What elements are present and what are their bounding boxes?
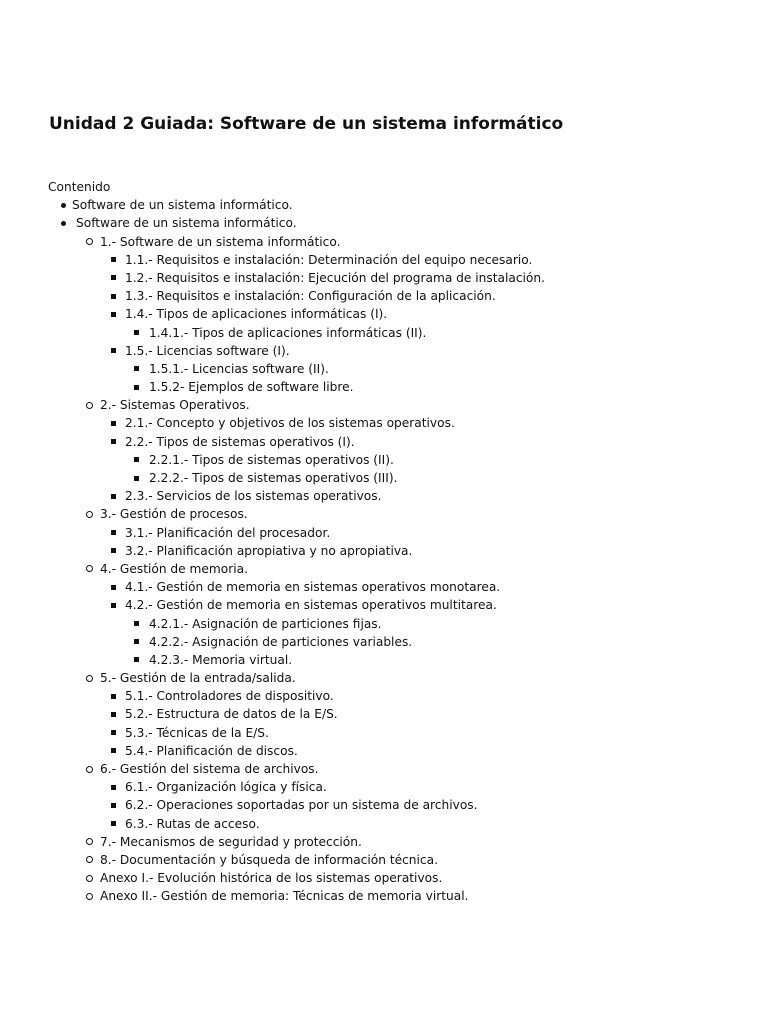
toc-item[interactable] (48, 233, 748, 251)
toc-item[interactable] (48, 578, 748, 596)
toc-item[interactable] (48, 669, 748, 687)
toc-item-label[interactable]: 3.- Gestión de procesos. (100, 507, 248, 522)
toc-item-label[interactable]: 1.3.- Requisitos e instalación: Configuración de la aplicación. (125, 289, 496, 304)
toc-item[interactable] (48, 869, 748, 887)
toc-item-label[interactable]: 2.2.2.- Tipos de sistemas operativos (III). (149, 471, 398, 486)
table-of-contents (48, 178, 748, 906)
toc-item-label[interactable]: 4.- Gestión de memoria. (100, 561, 248, 576)
toc-item[interactable] (48, 378, 748, 396)
toc-item[interactable] (48, 687, 748, 705)
toc-item-label[interactable]: Software de un sistema informático. (76, 216, 297, 231)
toc-item[interactable] (48, 487, 748, 505)
toc-list (48, 196, 748, 905)
toc-item[interactable] (48, 469, 748, 487)
toc-item[interactable] (48, 778, 748, 796)
toc-item-label[interactable]: 1.2.- Requisitos e instalación: Ejecución del programa de instalación. (125, 270, 545, 285)
toc-item[interactable] (48, 760, 748, 778)
toc-item[interactable] (48, 451, 748, 469)
toc-item-label[interactable]: 7.- Mecanismos de seguridad y protección. (100, 834, 362, 849)
toc-item-label[interactable]: Anexo II.- Gestión de memoria: Técnicas de memoria virtual. (100, 889, 469, 904)
toc-item-label[interactable]: 4.2.2.- Asignación de particiones variables. (149, 634, 413, 649)
toc-item[interactable] (48, 815, 748, 833)
toc-item-label[interactable]: 5.3.- Técnicas de la E/S. (125, 725, 269, 740)
toc-item-label[interactable]: 2.1.- Concepto y objetivos de los sistemas operativos. (125, 416, 455, 431)
toc-item-label[interactable]: 3.2.- Planificación apropiativa y no apropiativa. (125, 543, 413, 558)
toc-item-label[interactable]: 1.5.1.- Licencias software (II). (149, 361, 329, 376)
toc-item-label[interactable]: 2.3.- Servicios de los sistemas operativos. (125, 489, 382, 504)
toc-item[interactable] (48, 196, 748, 214)
toc-item-label[interactable]: 1.- Software de un sistema informático. (100, 234, 341, 249)
toc-item[interactable] (48, 724, 748, 742)
toc-item-label[interactable]: 1.4.- Tipos de aplicaciones informáticas (I). (125, 307, 388, 322)
toc-item[interactable] (48, 851, 748, 869)
toc-item[interactable] (48, 651, 748, 669)
toc-item-label[interactable]: 6.3.- Rutas de acceso. (125, 816, 260, 831)
toc-item-label[interactable]: Software de un sistema informático. (72, 198, 293, 213)
toc-item-label[interactable]: 5.1.- Controladores de dispositivo. (125, 689, 334, 704)
toc-item[interactable] (48, 505, 748, 523)
toc-item[interactable] (48, 560, 748, 578)
toc-item-label[interactable]: 4.1.- Gestión de memoria en sistemas operativos monotarea. (125, 580, 501, 595)
toc-item-label[interactable]: 6.1.- Organización lógica y física. (125, 780, 327, 795)
toc-item-label[interactable]: 1.1.- Requisitos e instalación: Determinación del equipo necesario. (125, 252, 533, 267)
toc-item-label[interactable]: 3.1.- Planificación del procesador. (125, 525, 331, 540)
toc-item-label[interactable]: 6.- Gestión del sistema de archivos. (100, 762, 319, 777)
toc-item-label[interactable]: 5.- Gestión de la entrada/salida. (100, 671, 296, 686)
toc-item[interactable] (48, 433, 748, 451)
toc-item[interactable] (48, 615, 748, 633)
contents-heading: Contenido (48, 180, 111, 194)
toc-item-label[interactable]: Anexo I.- Evolución histórica de los sistemas operativos. (100, 871, 443, 886)
page-title: Unidad 2 Guiada: Software de un sistema informático (49, 114, 564, 134)
toc-item[interactable] (48, 214, 748, 232)
toc-item[interactable] (48, 324, 748, 342)
toc-item[interactable] (48, 414, 748, 432)
toc-item-label[interactable]: 2.- Sistemas Operativos. (100, 398, 250, 413)
toc-item[interactable] (48, 360, 748, 378)
toc-item[interactable] (48, 633, 748, 651)
toc-item[interactable] (48, 542, 748, 560)
toc-item-label[interactable]: 4.2.3.- Memoria virtual. (149, 652, 293, 667)
toc-item[interactable] (48, 596, 748, 614)
toc-item-label[interactable]: 6.2.- Operaciones soportadas por un sistema de archivos. (125, 798, 478, 813)
toc-item[interactable] (48, 396, 748, 414)
toc-item-label[interactable]: 5.4.- Planificación de discos. (125, 743, 298, 758)
toc-item-label[interactable]: 8.- Documentación y búsqueda de información técnica. (100, 852, 438, 867)
toc-item-label[interactable]: 1.5.- Licencias software (I). (125, 343, 290, 358)
toc-item[interactable] (48, 305, 748, 323)
toc-item-label[interactable]: 5.2.- Estructura de datos de la E/S. (125, 707, 338, 722)
toc-item[interactable] (48, 705, 748, 723)
toc-item[interactable] (48, 742, 748, 760)
toc-item-label[interactable]: 2.2.1.- Tipos de sistemas operativos (II). (149, 452, 394, 467)
toc-item[interactable] (48, 887, 748, 905)
toc-item[interactable] (48, 251, 748, 269)
toc-item[interactable] (48, 287, 748, 305)
toc-item-label[interactable]: 1.5.2- Ejemplos de software libre. (149, 380, 354, 395)
toc-item-label[interactable]: 1.4.1.- Tipos de aplicaciones informáticas (II). (149, 325, 427, 340)
toc-item[interactable] (48, 796, 748, 814)
toc-item[interactable] (48, 833, 748, 851)
toc-item[interactable] (48, 524, 748, 542)
toc-item[interactable] (48, 342, 748, 360)
toc-item-label[interactable]: 4.2.1.- Asignación de particiones fijas. (149, 616, 382, 631)
toc-item-label[interactable]: 4.2.- Gestión de memoria en sistemas operativos multitarea. (125, 598, 497, 613)
toc-item-label[interactable]: 2.2.- Tipos de sistemas operativos (I). (125, 434, 355, 449)
toc-item[interactable] (48, 269, 748, 287)
